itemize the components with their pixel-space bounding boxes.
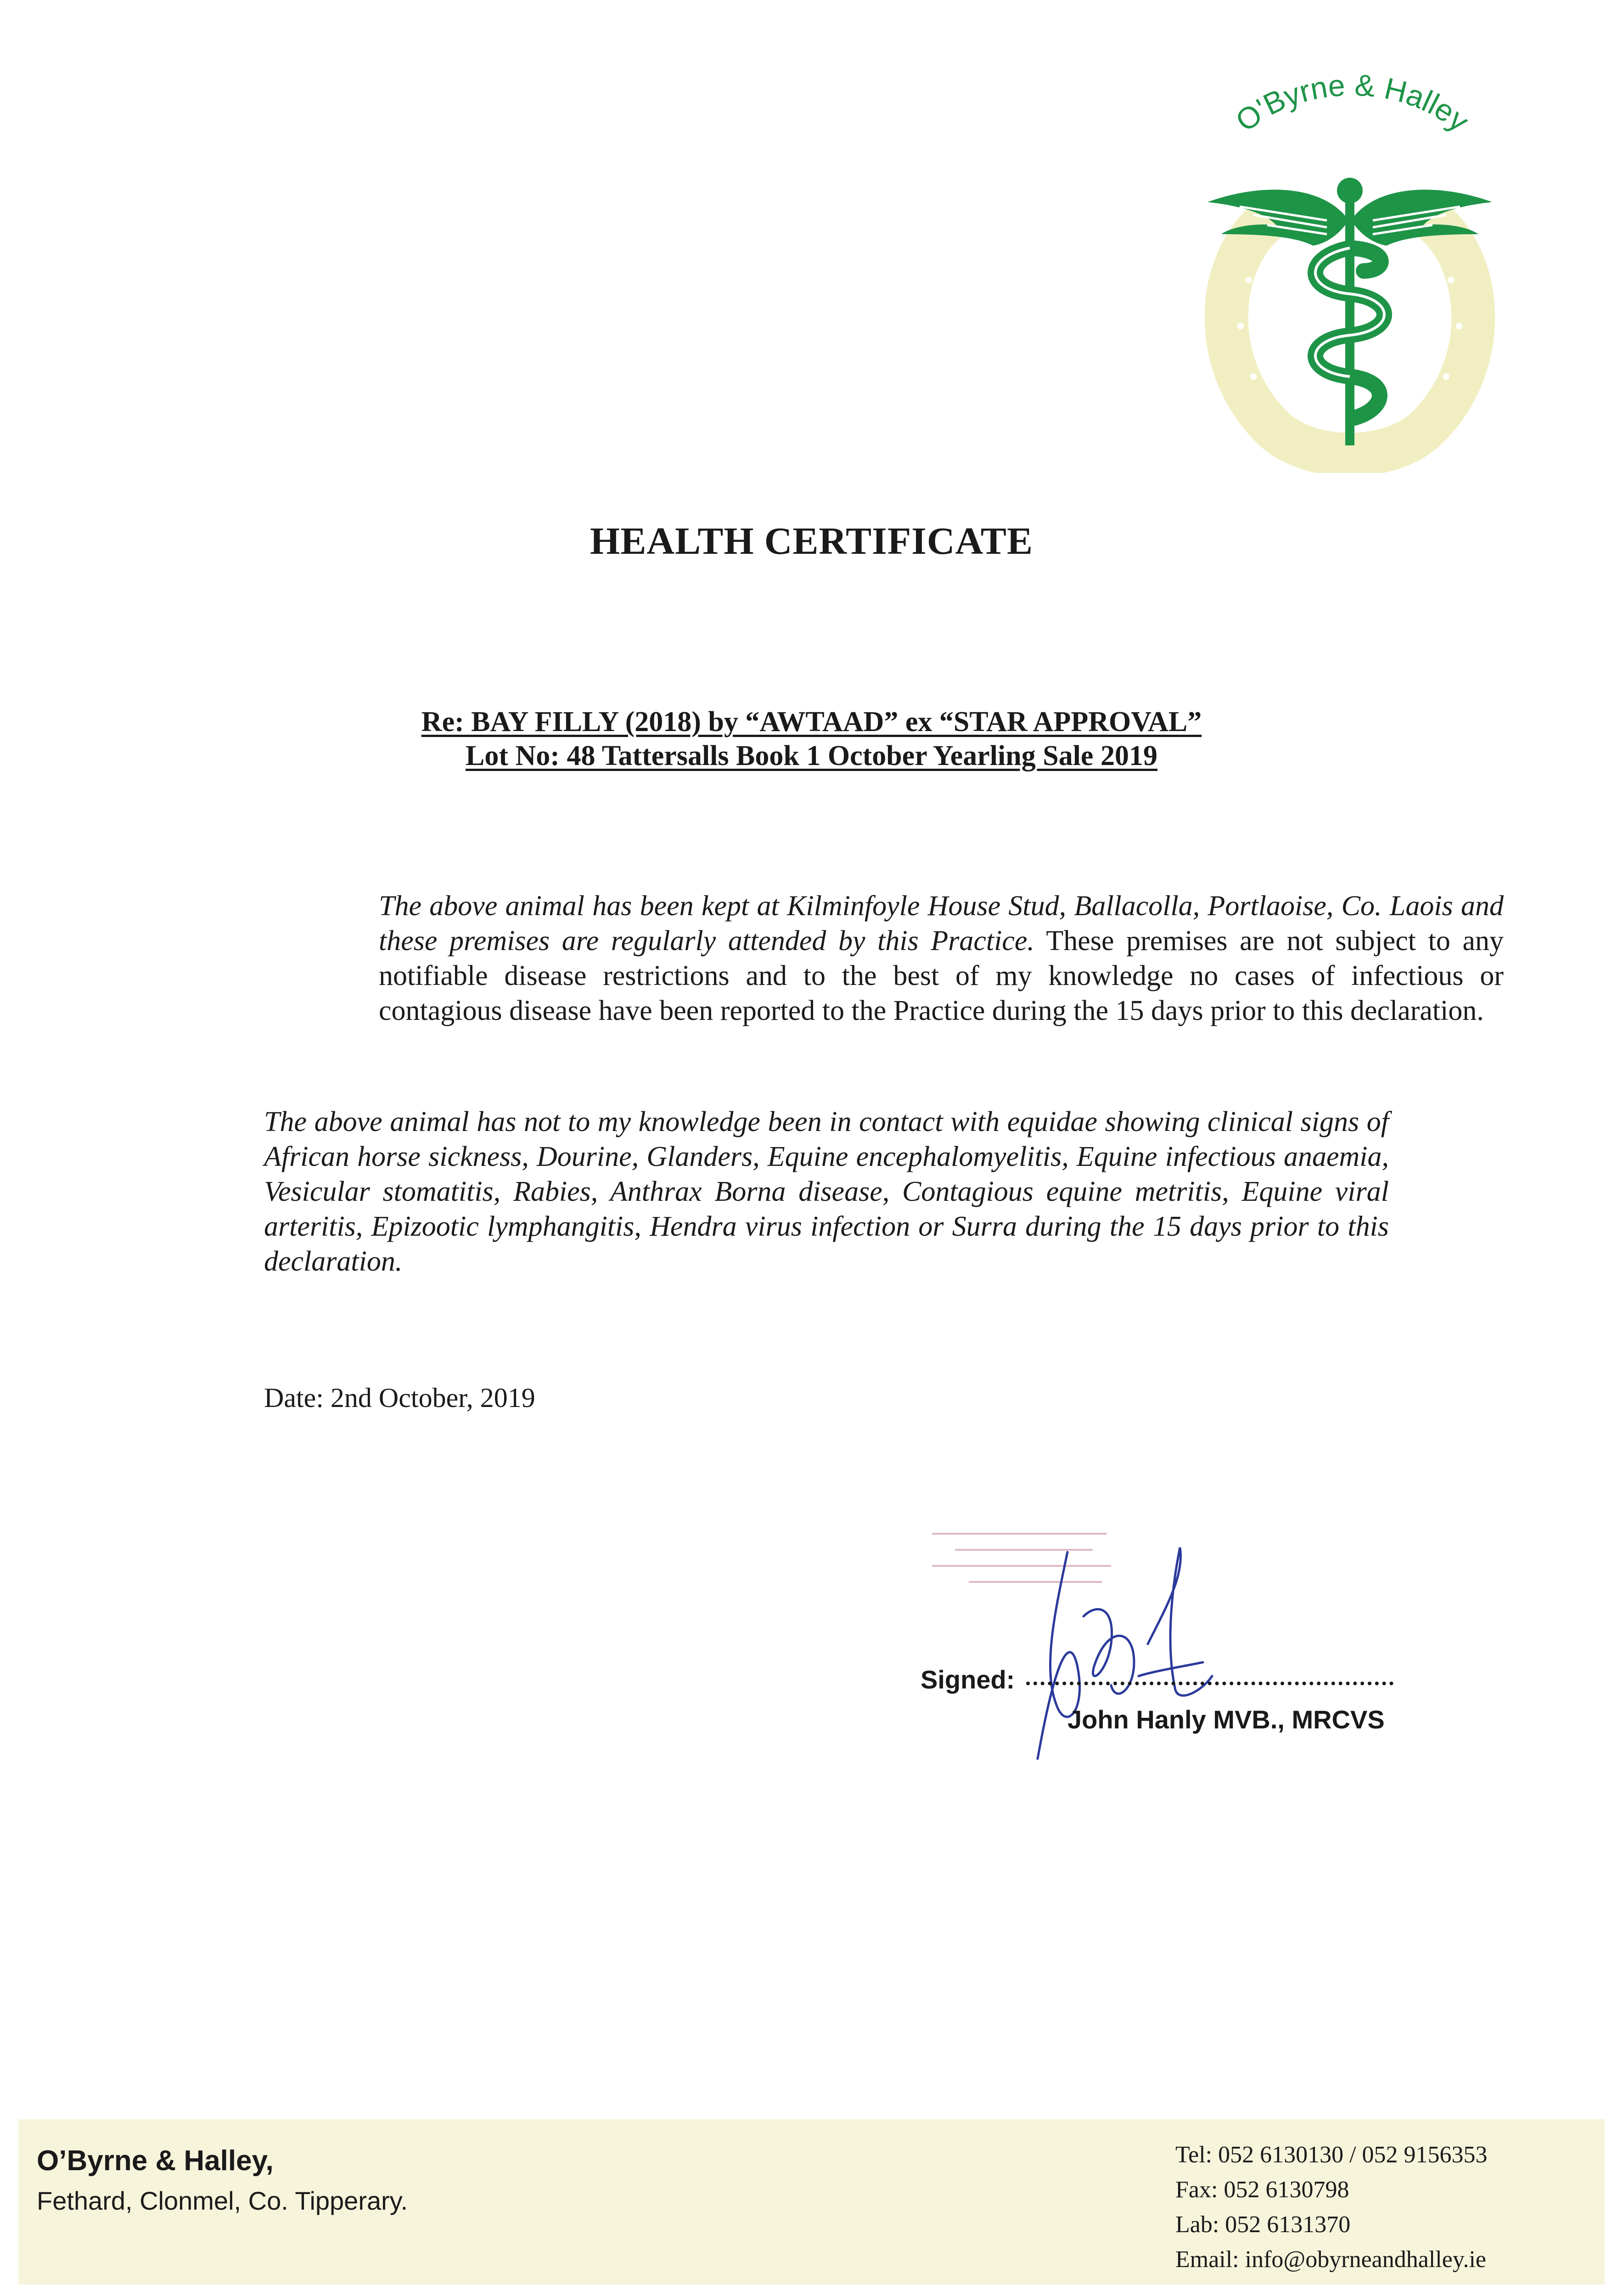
company-logo bbox=[1189, 69, 1511, 473]
signature-line bbox=[1026, 1663, 1393, 1685]
premises-paragraph-regular: These premises are not subject to any notifiable disease restrictions and to the best of my knowledge no cases of infectious or contagious disease have been reported to the Practice during the 15 days prior to this declaration. bbox=[379, 925, 1504, 1026]
premises-paragraph-italic: The above animal has been kept at Kilminfoyle House Stud, Ballacolla, Portlaoise, Co. Laois and these premises are regularly attended by this Practice. bbox=[379, 890, 1504, 957]
reference-block bbox=[0, 705, 1623, 773]
reference-line-horse: Re: BAY FILLY (2018) by “AWTAAD” ex “STAR APPROVAL” bbox=[421, 706, 1202, 737]
footer-company-name: O’Byrne & Halley, bbox=[37, 2145, 274, 2177]
footer-lab: Lab: 052 6131370 bbox=[1175, 2212, 1351, 2238]
signer-name: John Hanly MVB., MRCVS bbox=[1067, 1705, 1385, 1734]
footer-email[interactable]: Email: info@obyrneandhalley.ie bbox=[1175, 2246, 1486, 2273]
signed-label: Signed: bbox=[921, 1665, 1015, 1694]
document-title: HEALTH CERTIFICATE bbox=[590, 520, 1033, 563]
footer-fax: Fax: 052 6130798 bbox=[1175, 2177, 1349, 2203]
footer-contacts bbox=[1175, 2138, 1488, 2277]
certificate-date: Date: 2nd October, 2019 bbox=[264, 1383, 535, 1413]
contact-disease-paragraph: The above animal has not to my knowledge been in contact with equidae showing clinical signs of African horse sickness, Dourine, Glanders, Equine encephalomyelitis, Equine infectious anaemia, Vesicular stomatitis, Rabies, Anthrax Borna disease, Contagious equine metritis, Equine viral arteritis, Epizootic lymphangitis, Hendra virus infection or Surra during the 15 days prior to this declaration. bbox=[264, 1106, 1389, 1277]
logo-lettering: O'Byrne & Halley bbox=[1229, 69, 1476, 138]
footer-address: Fethard, Clonmel, Co. Tipperary. bbox=[37, 2186, 408, 2215]
caduceus-horseshoe-icon bbox=[1189, 69, 1511, 473]
premises-paragraph bbox=[264, 889, 1504, 1028]
reference-line-lot: Lot No: 48 Tattersalls Book 1 October Yearling Sale 2019 bbox=[466, 740, 1157, 771]
footer-tel: Tel: 052 6130130 / 052 9156353 bbox=[1175, 2142, 1488, 2168]
letterhead-footer bbox=[18, 2119, 1605, 2285]
